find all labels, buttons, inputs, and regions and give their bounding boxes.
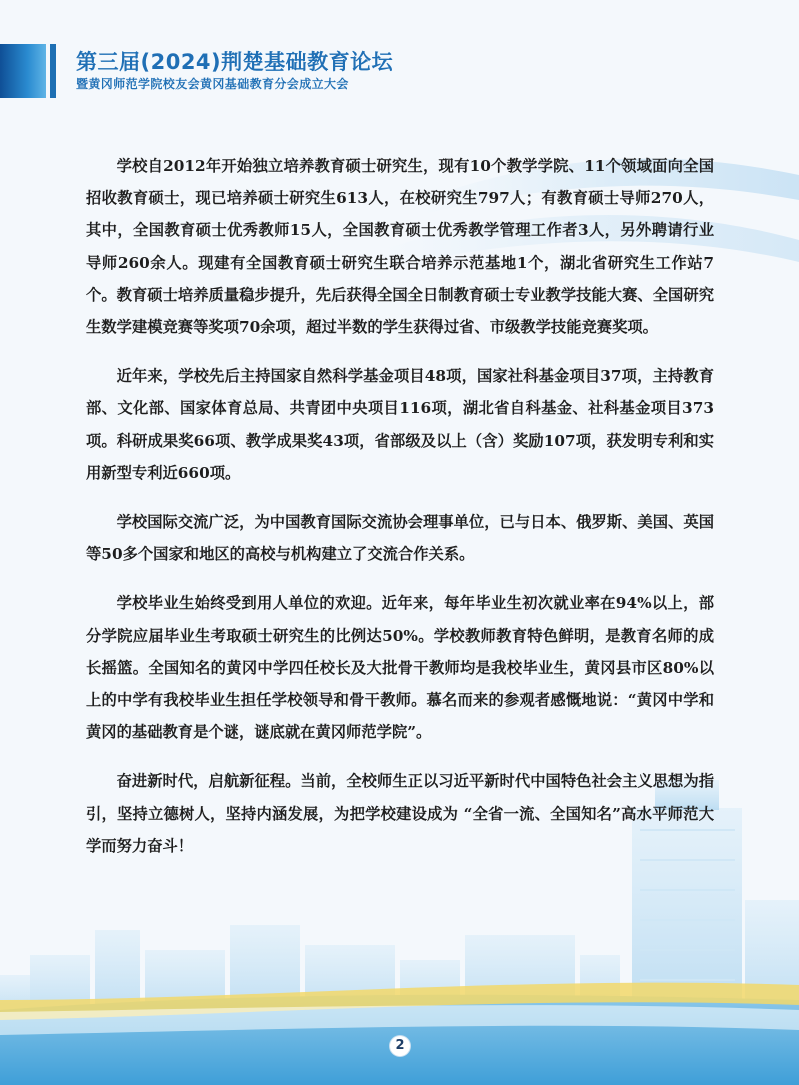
paragraph: 学校毕业生始终受到用人单位的欢迎。近年来，每年毕业生初次就业率在94%以上，部分学院应届毕业生考取硕士研究生的比例达50%。学校教师教育特色鲜明，是教育名师的成长摇篮。全国知名的黄冈中学四任校长及大批骨干教师均是我校毕业生，黄冈县市区80%以上的中学有我校毕业生担任学校领导和骨干教师。慕名而来的参观者感慨地说：“黄冈中学和黄冈的基础教育是个谜，谜底就在黄冈师范学院”。 (86, 594, 714, 742)
page-number: 2 (390, 1036, 410, 1056)
paragraph: 近年来，学校先后主持国家自然科学基金项目48项，国家社科基金项目37项，主持教育部、文化部、国家体育总局、共青团中央项目116项，湖北省自科基金、社科基金项目373项。科研成果奖66项、教学成果奖43项，省部级及以上（含）奖励107项，获发明专利和实用新型专利近660项。 (86, 367, 714, 482)
header-title: 第三届(2024)荆楚基础教育论坛 (76, 50, 394, 74)
paragraph: 学校自2012年开始独立培养教育硕士研究生，现有10个教学学院、11个领域面向全国招收教育硕士，现已培养硕士研究生613人，在校研究生797人；有教育硕士导师270人，其中，全国教育硕士优秀教师15人，全国教育硕士优秀教学管理工作者3人，另外聘请行业导师260余人。现建有全国教育硕士研究生联合培养示范基地1个，湖北省研究生工作站7个。教育硕士培养质量稳步提升，先后获得全国全日制教育硕士专业教学技能大赛、全国研究生数学建模竞赛等奖项70余项，超过半数的学生获得过省、市级教学技能竞赛奖项。 (86, 157, 714, 337)
article-body (86, 150, 714, 879)
paragraph: 学校国际交流广泛，为中国教育国际交流协会理事单位，已与日本、俄罗斯、美国、英国等50多个国家和地区的高校与机构建立了交流合作关系。 (86, 513, 714, 564)
header-accent-bar (0, 44, 46, 98)
paragraph: 奋进新时代，启航新征程。当前，全校师生正以习近平新时代中国特色社会主义思想为指引，坚持立德树人，坚持内涵发展，为把学校建设成为 “全省一流、全国知名”高水平师范大学而努力奋斗！ (86, 772, 714, 855)
header-subtitle: 暨黄冈师范学院校友会黄冈基础教育分会成立大会 (76, 77, 349, 91)
header-accent-stripe (50, 44, 56, 98)
